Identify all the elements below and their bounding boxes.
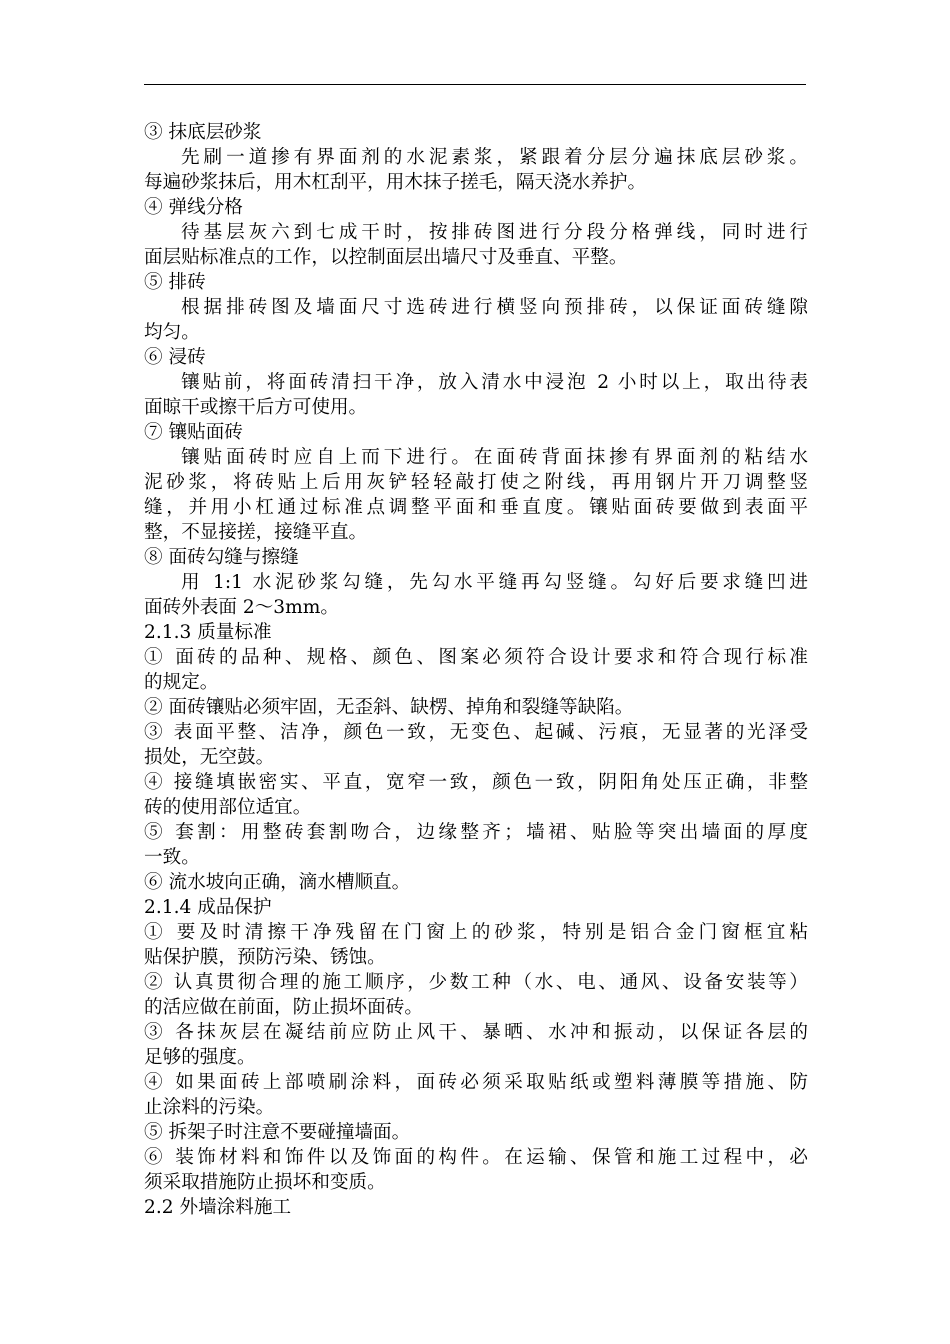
text-line: ③ 表面平整、洁净，颜色一致，无变色、起碱、污痕，无显著的光泽受 bbox=[144, 722, 808, 743]
text-line: 的规定。 bbox=[144, 672, 219, 693]
text-line: 根据排砖图及墙面尺寸选砖进行横竖向预排砖，以保证面砖缝隙 bbox=[181, 297, 808, 318]
text-line: 2.1.3 质量标准 bbox=[144, 622, 272, 643]
text-line: ① 要及时清擦干净残留在门窗上的砂浆，特别是铝合金门窗框宜粘 bbox=[144, 922, 808, 943]
text-line: ⑤ 套割：用整砖套割吻合，边缘整齐；墙裙、贴脸等突出墙面的厚度 bbox=[144, 822, 808, 843]
text-line: 的活应做在前面，防止损坏面砖。 bbox=[144, 997, 423, 1018]
text-line: 每遍砂浆抹后，用木杠刮平，用木抹子搓毛，隔天浇水养护。 bbox=[144, 172, 647, 193]
text-line: 足够的强度。 bbox=[144, 1047, 256, 1068]
text-line: ② 认真贯彻合理的施工顺序，少数工种（水、电、通风、设备安装等） bbox=[144, 972, 808, 993]
document-body bbox=[144, 120, 808, 1220]
text-line: 用 1:1 水泥砂浆勾缝，先勾水平缝再勾竖缝。勾好后要求缝凹进 bbox=[181, 572, 808, 593]
text-line: ⑤ 拆架子时注意不要碰撞墙面。 bbox=[144, 1122, 411, 1143]
text-line: 止涂料的污染。 bbox=[144, 1097, 275, 1118]
text-line: 损处，无空鼓。 bbox=[144, 747, 275, 768]
text-line: ⑦ 镶贴面砖 bbox=[144, 422, 243, 443]
text-line: 砖的使用部位适宜。 bbox=[144, 797, 312, 818]
text-line: ③ 各抹灰层在凝结前应防止风干、暴晒、水冲和振动，以保证各层的 bbox=[144, 1022, 808, 1043]
text-line: ④ 如果面砖上部喷刷涂料，面砖必须采取贴纸或塑料薄膜等措施、防 bbox=[144, 1072, 808, 1093]
text-line: 面砖外表面 2～3mm。 bbox=[144, 597, 339, 618]
text-line: ⑧ 面砖勾缝与擦缝 bbox=[144, 547, 299, 568]
text-line: 泥砂浆，将砖贴上后用灰铲轻轻敲打使之附线，再用钢片开刀调整竖 bbox=[144, 472, 808, 493]
text-line: 面层贴标准点的工作，以控制面层出墙尺寸及垂直、平整。 bbox=[144, 247, 628, 268]
header-rule bbox=[144, 84, 806, 85]
text-line: 待基层灰六到七成干时，按排砖图进行分段分格弹线，同时进行 bbox=[181, 222, 808, 243]
text-line: 面晾干或擦干后方可使用。 bbox=[144, 397, 368, 418]
text-line: 一致。 bbox=[144, 847, 200, 868]
text-line: 2.2 外墙涂料施工 bbox=[144, 1197, 292, 1218]
text-line: 先刷一道掺有界面剂的水泥素浆，紧跟着分层分遍抹底层砂浆。 bbox=[181, 147, 808, 168]
text-line: 均匀。 bbox=[144, 322, 200, 343]
text-line: 镶贴前，将面砖清扫干净，放入清水中浸泡 2 小时以上，取出待表 bbox=[181, 372, 808, 393]
text-line: 缝，并用小杠通过标准点调整平面和垂直度。镶贴面砖要做到表面平 bbox=[144, 497, 808, 518]
text-line: ⑤ 排砖 bbox=[144, 272, 206, 293]
text-line: ② 面砖镶贴必须牢固，无歪斜、缺楞、掉角和裂缝等缺陷。 bbox=[144, 697, 634, 718]
text-line: ④ 接缝填嵌密实、平直，宽窄一致，颜色一致，阴阳角处压正确，非整 bbox=[144, 772, 808, 793]
text-line: 镶贴面砖时应自上而下进行。在面砖背面抹掺有界面剂的粘结水 bbox=[181, 447, 808, 468]
text-line: ⑥ 装饰材料和饰件以及饰面的构件。在运输、保管和施工过程中，必 bbox=[144, 1147, 808, 1168]
text-line: 整，不显接搓，接缝平直。 bbox=[144, 522, 368, 543]
text-line: 须采取措施防止损坏和变质。 bbox=[144, 1172, 386, 1193]
text-line: ③ 抹底层砂浆 bbox=[144, 122, 262, 143]
text-line: ④ 弹线分格 bbox=[144, 197, 243, 218]
text-line: ⑥ 浸砖 bbox=[144, 347, 206, 368]
text-line: ⑥ 流水坡向正确，滴水槽顺直。 bbox=[144, 872, 411, 893]
text-line: 贴保护膜，预防污染、锈蚀。 bbox=[144, 947, 386, 968]
text-line: 2.1.4 成品保护 bbox=[144, 897, 272, 918]
text-line: ① 面砖的品种、规格、颜色、图案必须符合设计要求和符合现行标准 bbox=[144, 647, 808, 668]
